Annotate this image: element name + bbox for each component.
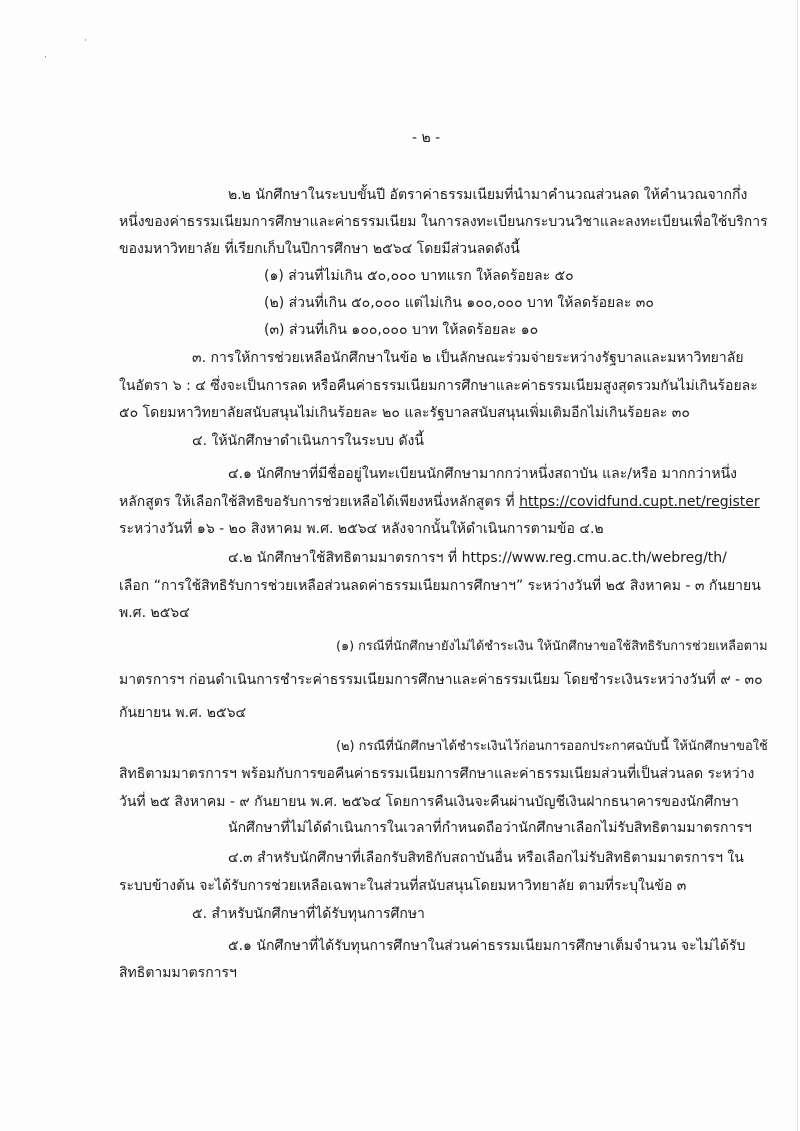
para-4-heading: ๔. ให้นักศึกษาดำเนินการในระบบ ดังนี้ [192, 433, 424, 449]
para-4-2-line-3: พ.ศ. ๒๕๖๔ [119, 605, 190, 621]
para-4-1-line-3: ระหว่างวันที่ ๑๖ - ๒๐ สิงหาคม พ.ศ. ๒๕๖๔ หลังจากนั้นให้ดำเนินการตามข้อ ๔.๒ [119, 521, 604, 537]
para-4-3-line-2: ระบบข้างต้น จะได้รับการช่วยเหลือเฉพาะในส่วนที่สนับสนุนโดยมหาวิทยาลัย ตามที่ระบุในข้อ ๓ [119, 878, 687, 894]
scan-speck: · [44, 53, 47, 63]
para-4-3-line-1: ๔.๓ สำหรับนักศึกษาที่เลือกรับสิทธิกับสถาบันอื่น หรือเลือกไม่รับสิทธิตามมาตรการฯ ใน [228, 850, 744, 866]
para-5-heading: ๕. สำหรับนักศึกษาที่ได้รับทุนการศึกษา [192, 906, 425, 922]
tier-3: (๓) ส่วนที่เกิน ๑๐๐,๐๐๐ บาท ให้ลดร้อยละ ๑๐ [264, 322, 539, 338]
para-2-2-line-2: หนึ่งของค่าธรรมเนียมการศึกษาและค่าธรรมเนียม ในการลงทะเบียนกระบวนวิชาและลงทะเบียนเพื่อใช้บริการ [119, 214, 768, 230]
para-4-1-line-2 [119, 492, 760, 512]
covidfund-register-link[interactable]: https://covidfund.cupt.net/register [519, 494, 760, 510]
page-number: - ๒ - [412, 130, 441, 146]
case-1-line-2: มาตรการฯ ก่อนดำเนินการชำระค่าธรรมเนียมการศึกษาและค่าธรรมเนียม โดยชำระเงินระหว่างวันที่ ๙ - ๓๐ [119, 672, 763, 688]
para-5-1-line-1: ๕.๑ นักศึกษาที่ได้รับทุนการศึกษาในส่วนค่าธรรมเนียมการศึกษาเต็มจำนวน จะไม่ได้รับ [228, 938, 746, 954]
para-3-line-2: ในอัตรา ๖ : ๔ ซึ่งจะเป็นการลด หรือคืนค่าธรรมเนียมการศึกษาและค่าธรรมเนียมสูงสุดรวมกันไม่เกินร้อยละ [119, 378, 758, 394]
tier-2: (๒) ส่วนที่เกิน ๕๐,๐๐๐ แต่ไม่เกิน ๑๐๐,๐๐๐ บาท ให้ลดร้อยละ ๓๐ [264, 295, 654, 311]
para-4-1-line-1: ๔.๑ นักศึกษาที่มีชื่ออยู่ในทะเบียนนักศึกษามากกว่าหนึ่งสถาบัน และ/หรือ มากกว่าหนึ่ง [228, 466, 737, 482]
para-2-2-line-1: ๒.๒ นักศึกษาในระบบขั้นปี อัตราค่าธรรมเนียมที่นำมาคำนวณส่วนลด ให้คำนวณจากกึ่ง [228, 187, 748, 203]
para-3-line-3: ๕๐ โดยมหาวิทยาลัยสนับสนุนไม่เกินร้อยละ ๒๐ และรัฐบาลสนับสนุนเพิ่มเติมอีกไม่เกินร้อยละ ๓๐ [119, 405, 690, 421]
scan-edge [797, 0, 798, 1131]
case-2-line-1: (๒) กรณีที่นักศึกษาได้ชำระเงินไว้ก่อนการออกประกาศฉบับนี้ ให้นักศึกษาขอใช้ [336, 739, 768, 754]
para-4-2-line-2: เลือก “การใช้สิทธิรับการช่วยเหลือส่วนลดค่าธรรมเนียมการศึกษาฯ” ระหว่างวันที่ ๒๕ สิงหาคม - ๓ กันยายน [119, 578, 761, 594]
para-3-line-1: ๓. การให้การช่วยเหลือนักศึกษาในข้อ ๒ เป็นลักษณะร่วมจ่ายระหว่างรัฐบาลและมหาวิทยาลัย [192, 350, 744, 366]
case-2-note: นักศึกษาที่ไม่ได้ดำเนินการในเวลาที่กำหนดถือว่านักศึกษาเลือกไม่รับสิทธิตามมาตรการฯ [228, 820, 752, 836]
para-4-1-line-2-text: หลักสูตร ให้เลือกใช้สิทธิขอรับการช่วยเหลือได้เพียงหนึ่งหลักสูตร ที่ [119, 494, 520, 510]
case-2-line-3: วันที่ ๒๕ สิงหาคม - ๙ กันยายน พ.ศ. ๒๕๖๔ โดยการคืนเงินจะคืนผ่านบัญชีเงินฝากธนาคารของนักศึกษา [119, 794, 739, 810]
case-2-line-2: สิทธิตามมาตรการฯ พร้อมกับการขอคืนค่าธรรมเนียมการศึกษาและค่าธรรมเนียมส่วนที่เป็นส่วนลด ระหว่าง [119, 766, 755, 782]
para-5-1-line-2: สิทธิตามมาตรการฯ [119, 965, 237, 981]
para-4-2-line-1: ๔.๒ นักศึกษาใช้สิทธิตามมาตรการฯ ที่ https://www.reg.cmu.ac.th/webreg/th/ [228, 550, 727, 566]
tier-1: (๑) ส่วนที่ไม่เกิน ๕๐,๐๐๐ บาทแรก ให้ลดร้อยละ ๕๐ [264, 268, 574, 284]
scan-speck: · [84, 36, 87, 46]
case-1-line-1: (๑) กรณีที่นักศึกษายังไม่ได้ชำระเงิน ให้นักศึกษาขอใช้สิทธิรับการช่วยเหลือตาม [336, 639, 768, 654]
case-1-line-3: กันยายน พ.ศ. ๒๕๖๔ [119, 705, 247, 721]
para-2-2-line-3: ของมหาวิทยาลัย ที่เรียกเก็บในปีการศึกษา ๒๕๖๔ โดยมีส่วนลดดังนี้ [119, 241, 520, 257]
